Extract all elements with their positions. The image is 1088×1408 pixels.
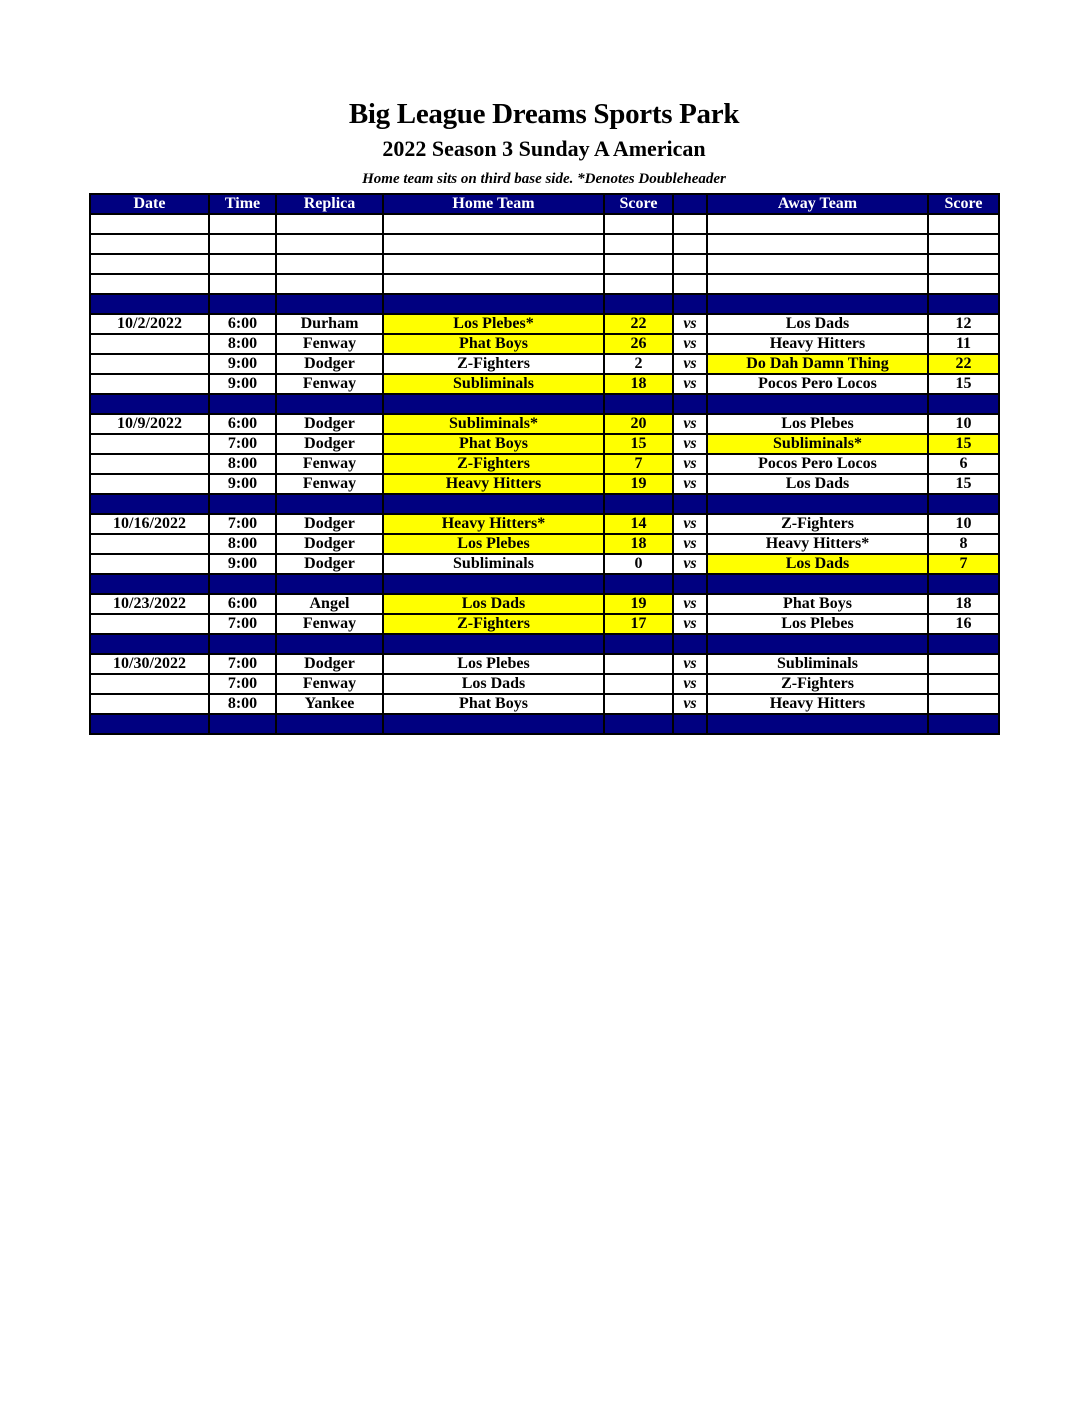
separator-cell (383, 574, 604, 594)
empty-cell (604, 234, 673, 254)
table-row (90, 334, 999, 354)
home-team-cell: Los Plebes (383, 654, 604, 674)
replica-cell: Fenway (276, 374, 383, 394)
separator-cell (928, 494, 999, 514)
empty-cell (90, 254, 209, 274)
empty-cell (90, 214, 209, 234)
away-score-cell: 16 (928, 614, 999, 634)
time-cell: 8:00 (209, 694, 276, 714)
col-header-home-team: Home Team (383, 194, 604, 214)
week-separator-row (90, 714, 999, 734)
home-score-cell: 17 (604, 614, 673, 634)
away-score-cell: 22 (928, 354, 999, 374)
empty-cell (383, 214, 604, 234)
empty-cell (673, 214, 707, 234)
separator-cell (707, 294, 928, 314)
date-cell: 10/23/2022 (90, 594, 209, 614)
separator-cell (209, 294, 276, 314)
time-cell: 6:00 (209, 314, 276, 334)
separator-cell (90, 394, 209, 414)
col-header-replica: Replica (276, 194, 383, 214)
date-cell (90, 454, 209, 474)
away-team-cell: Los Dads (707, 474, 928, 494)
table-row (90, 374, 999, 394)
week-separator-row (90, 634, 999, 654)
separator-cell (276, 294, 383, 314)
replica-cell: Dodger (276, 434, 383, 454)
home-score-cell: 7 (604, 454, 673, 474)
separator-cell (90, 294, 209, 314)
empty-cell (604, 214, 673, 234)
home-score-cell: 15 (604, 434, 673, 454)
table-row (90, 434, 999, 454)
date-cell: 10/9/2022 (90, 414, 209, 434)
empty-cell (276, 214, 383, 234)
home-team-cell: Los Plebes (383, 534, 604, 554)
replica-cell: Dodger (276, 654, 383, 674)
separator-cell (276, 714, 383, 734)
separator-cell (383, 494, 604, 514)
separator-cell (673, 294, 707, 314)
replica-cell: Dodger (276, 414, 383, 434)
replica-cell: Fenway (276, 454, 383, 474)
date-cell (90, 434, 209, 454)
vs-cell: vs (673, 434, 707, 454)
replica-cell: Yankee (276, 694, 383, 714)
away-score-cell: 18 (928, 594, 999, 614)
date-cell (90, 694, 209, 714)
date-cell (90, 334, 209, 354)
col-header-away-score: Score (928, 194, 999, 214)
empty-cell (209, 234, 276, 254)
date-cell (90, 554, 209, 574)
away-team-cell: Heavy Hitters (707, 694, 928, 714)
vs-cell: vs (673, 594, 707, 614)
separator-cell (276, 394, 383, 414)
table-row (90, 554, 999, 574)
date-cell (90, 614, 209, 634)
away-team-cell: Heavy Hitters* (707, 534, 928, 554)
time-cell: 7:00 (209, 654, 276, 674)
separator-cell (928, 294, 999, 314)
time-cell: 9:00 (209, 474, 276, 494)
date-cell: 10/16/2022 (90, 514, 209, 534)
empty-cell (209, 254, 276, 274)
vs-cell: vs (673, 414, 707, 434)
separator-cell (673, 634, 707, 654)
away-score-cell: 15 (928, 434, 999, 454)
col-header-date: Date (90, 194, 209, 214)
empty-cell (707, 274, 928, 294)
replica-cell: Dodger (276, 354, 383, 374)
vs-cell: vs (673, 374, 707, 394)
home-score-cell: 19 (604, 474, 673, 494)
vs-cell: vs (673, 694, 707, 714)
separator-cell (707, 494, 928, 514)
time-cell: 6:00 (209, 414, 276, 434)
away-score-cell: 7 (928, 554, 999, 574)
home-score-cell: 22 (604, 314, 673, 334)
separator-cell (673, 714, 707, 734)
separator-cell (707, 574, 928, 594)
away-team-cell: Los Plebes (707, 614, 928, 634)
replica-cell: Dodger (276, 514, 383, 534)
table-row (90, 414, 999, 434)
table-row (90, 314, 999, 334)
separator-cell (604, 714, 673, 734)
separator-cell (673, 494, 707, 514)
separator-cell (383, 294, 604, 314)
time-cell: 9:00 (209, 374, 276, 394)
empty-row (90, 234, 999, 254)
table-row (90, 694, 999, 714)
home-score-cell: 26 (604, 334, 673, 354)
home-score-cell (604, 674, 673, 694)
separator-cell (928, 634, 999, 654)
away-score-cell: 12 (928, 314, 999, 334)
empty-cell (928, 214, 999, 234)
away-score-cell: 8 (928, 534, 999, 554)
table-row (90, 534, 999, 554)
home-score-cell: 19 (604, 594, 673, 614)
empty-cell (90, 274, 209, 294)
home-team-cell: Subliminals* (383, 414, 604, 434)
separator-cell (707, 394, 928, 414)
page-subtitle: 2022 Season 3 Sunday A American (382, 136, 706, 161)
separator-cell (90, 574, 209, 594)
home-team-cell: Los Dads (383, 594, 604, 614)
replica-cell: Fenway (276, 334, 383, 354)
separator-cell (209, 634, 276, 654)
separator-cell (90, 634, 209, 654)
date-cell (90, 354, 209, 374)
schedule-table (89, 193, 1000, 735)
replica-cell: Dodger (276, 554, 383, 574)
away-team-cell: Los Dads (707, 554, 928, 574)
separator-cell (604, 574, 673, 594)
col-header-home-score: Score (604, 194, 673, 214)
separator-cell (209, 714, 276, 734)
time-cell: 9:00 (209, 354, 276, 374)
table-row (90, 514, 999, 534)
separator-cell (673, 394, 707, 414)
separator-cell (90, 494, 209, 514)
time-cell: 7:00 (209, 614, 276, 634)
away-team-cell: Subliminals (707, 654, 928, 674)
home-team-cell: Subliminals (383, 554, 604, 574)
date-cell (90, 474, 209, 494)
separator-cell (209, 394, 276, 414)
separator-cell (928, 714, 999, 734)
separator-cell (383, 634, 604, 654)
table-row (90, 354, 999, 374)
replica-cell: Dodger (276, 534, 383, 554)
table-row (90, 474, 999, 494)
home-team-cell: Z-Fighters (383, 454, 604, 474)
table-header-row (90, 194, 999, 214)
separator-cell (707, 714, 928, 734)
separator-cell (928, 394, 999, 414)
away-score-cell (928, 654, 999, 674)
empty-cell (276, 254, 383, 274)
empty-cell (673, 234, 707, 254)
time-cell: 6:00 (209, 594, 276, 614)
away-team-cell: Phat Boys (707, 594, 928, 614)
empty-cell (707, 254, 928, 274)
home-team-cell: Z-Fighters (383, 614, 604, 634)
time-cell: 9:00 (209, 554, 276, 574)
home-score-cell: 18 (604, 534, 673, 554)
table-row (90, 454, 999, 474)
replica-cell: Durham (276, 314, 383, 334)
date-cell: 10/2/2022 (90, 314, 209, 334)
vs-cell: vs (673, 614, 707, 634)
home-team-cell: Phat Boys (383, 434, 604, 454)
schedule-note: Home team sits on third base side. *Denotes Doubleheader (362, 171, 726, 187)
separator-cell (276, 574, 383, 594)
vs-cell: vs (673, 354, 707, 374)
home-team-cell: Phat Boys (383, 694, 604, 714)
separator-cell (209, 494, 276, 514)
vs-cell: vs (673, 314, 707, 334)
empty-cell (673, 254, 707, 274)
away-score-cell (928, 694, 999, 714)
separator-cell (604, 294, 673, 314)
time-cell: 8:00 (209, 334, 276, 354)
away-team-cell: Z-Fighters (707, 674, 928, 694)
col-header-away-team: Away Team (707, 194, 928, 214)
away-score-cell: 10 (928, 514, 999, 534)
home-score-cell: 14 (604, 514, 673, 534)
home-score-cell: 0 (604, 554, 673, 574)
empty-cell (209, 214, 276, 234)
empty-cell (383, 254, 604, 274)
away-team-cell: Pocos Pero Locos (707, 454, 928, 474)
home-score-cell (604, 694, 673, 714)
home-team-cell: Z-Fighters (383, 354, 604, 374)
empty-cell (383, 274, 604, 294)
away-team-cell: Z-Fighters (707, 514, 928, 534)
time-cell: 8:00 (209, 534, 276, 554)
empty-cell (276, 274, 383, 294)
away-score-cell: 6 (928, 454, 999, 474)
home-score-cell: 2 (604, 354, 673, 374)
away-team-cell: Los Dads (707, 314, 928, 334)
date-cell (90, 374, 209, 394)
separator-cell (928, 574, 999, 594)
replica-cell: Fenway (276, 474, 383, 494)
separator-cell (90, 714, 209, 734)
separator-cell (604, 494, 673, 514)
separator-cell (707, 634, 928, 654)
empty-row (90, 214, 999, 234)
vs-cell: vs (673, 334, 707, 354)
home-team-cell: Los Dads (383, 674, 604, 694)
away-team-cell: Pocos Pero Locos (707, 374, 928, 394)
week-separator-row (90, 494, 999, 514)
home-team-cell: Phat Boys (383, 334, 604, 354)
empty-cell (90, 234, 209, 254)
time-cell: 7:00 (209, 434, 276, 454)
empty-cell (604, 254, 673, 274)
time-cell: 7:00 (209, 674, 276, 694)
away-score-cell: 10 (928, 414, 999, 434)
replica-cell: Fenway (276, 614, 383, 634)
home-score-cell: 20 (604, 414, 673, 434)
col-header-vs (673, 194, 707, 214)
table-row (90, 594, 999, 614)
away-team-cell: Subliminals* (707, 434, 928, 454)
empty-row (90, 254, 999, 274)
empty-row (90, 274, 999, 294)
away-team-cell: Heavy Hitters (707, 334, 928, 354)
empty-cell (673, 274, 707, 294)
separator-cell (604, 634, 673, 654)
empty-cell (707, 234, 928, 254)
home-score-cell (604, 654, 673, 674)
away-team-cell: Do Dah Damn Thing (707, 354, 928, 374)
away-score-cell: 15 (928, 474, 999, 494)
away-score-cell (928, 674, 999, 694)
vs-cell: vs (673, 454, 707, 474)
empty-cell (928, 274, 999, 294)
home-team-cell: Heavy Hitters* (383, 514, 604, 534)
time-cell: 8:00 (209, 454, 276, 474)
empty-cell (928, 254, 999, 274)
page-title: Big League Dreams Sports Park (348, 98, 740, 130)
replica-cell: Fenway (276, 674, 383, 694)
separator-cell (673, 574, 707, 594)
separator-cell (276, 494, 383, 514)
empty-cell (604, 274, 673, 294)
replica-cell: Angel (276, 594, 383, 614)
vs-cell: vs (673, 674, 707, 694)
away-score-cell: 15 (928, 374, 999, 394)
vs-cell: vs (673, 534, 707, 554)
schedule-body (90, 214, 999, 734)
vs-cell: vs (673, 514, 707, 534)
empty-cell (383, 234, 604, 254)
time-cell: 7:00 (209, 514, 276, 534)
date-cell: 10/30/2022 (90, 654, 209, 674)
away-score-cell: 11 (928, 334, 999, 354)
table-row (90, 654, 999, 674)
separator-cell (383, 714, 604, 734)
week-separator-row (90, 574, 999, 594)
empty-cell (209, 274, 276, 294)
week-separator-row (90, 394, 999, 414)
table-row (90, 614, 999, 634)
home-score-cell: 18 (604, 374, 673, 394)
vs-cell: vs (673, 474, 707, 494)
home-team-cell: Subliminals (383, 374, 604, 394)
empty-cell (707, 214, 928, 234)
separator-cell (383, 394, 604, 414)
home-team-cell: Los Plebes* (383, 314, 604, 334)
date-cell (90, 534, 209, 554)
home-team-cell: Heavy Hitters (383, 474, 604, 494)
date-cell (90, 674, 209, 694)
empty-cell (928, 234, 999, 254)
separator-cell (604, 394, 673, 414)
separator-cell (276, 634, 383, 654)
vs-cell: vs (673, 654, 707, 674)
week-separator-row (90, 294, 999, 314)
col-header-time: Time (209, 194, 276, 214)
empty-cell (276, 234, 383, 254)
table-row (90, 674, 999, 694)
away-team-cell: Los Plebes (707, 414, 928, 434)
separator-cell (209, 574, 276, 594)
vs-cell: vs (673, 554, 707, 574)
